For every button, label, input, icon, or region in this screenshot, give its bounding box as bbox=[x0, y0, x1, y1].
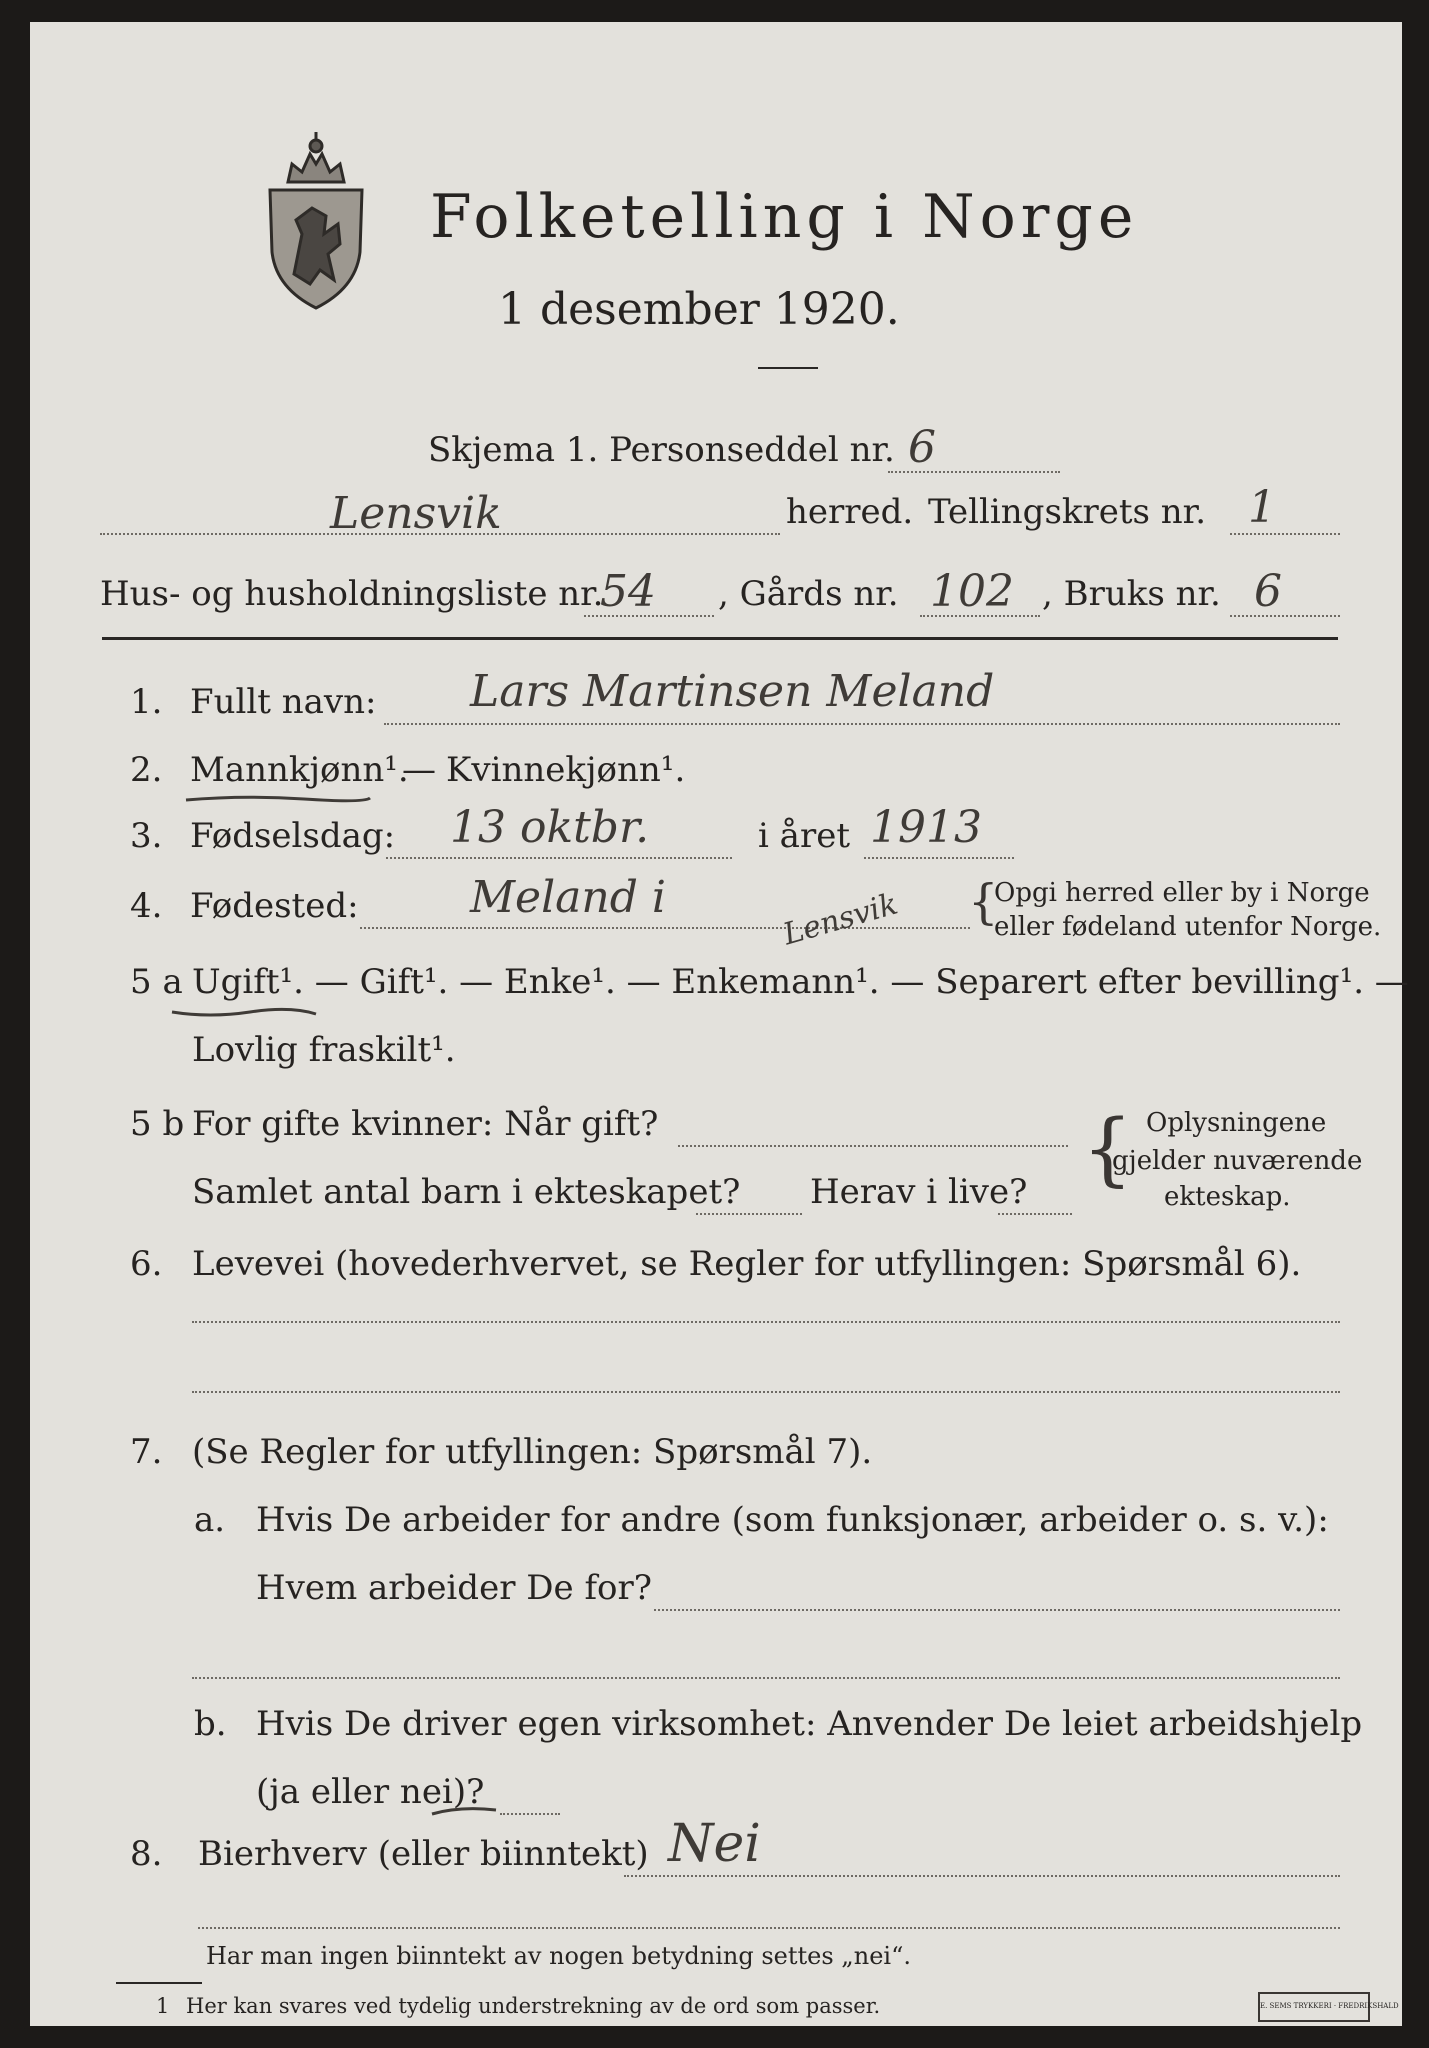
skjema-label: Skjema 1. Personseddel nr. bbox=[428, 430, 895, 470]
children-alive-field-line bbox=[998, 1213, 1072, 1215]
year-label: i året bbox=[758, 816, 850, 856]
footnote-rule bbox=[116, 1982, 202, 1984]
q4-note-line2: eller fødeland utenfor Norge. bbox=[994, 912, 1382, 942]
q5b-number: 5 b bbox=[130, 1104, 185, 1144]
q4-brace: { bbox=[968, 874, 999, 930]
q4-label: Fødested: bbox=[190, 886, 359, 926]
gards-label: , Gårds nr. bbox=[718, 574, 899, 614]
bruks-field-line bbox=[1230, 615, 1340, 617]
q4-note-line1: Opgi herred eller by i Norge bbox=[994, 878, 1370, 908]
occupation-field-line-1[interactable] bbox=[192, 1321, 1340, 1323]
full-name-value[interactable]: Lars Martinsen Meland bbox=[470, 666, 995, 717]
birthplace-value-insert[interactable]: Lensvik bbox=[779, 886, 902, 953]
side-income-field-line[interactable] bbox=[624, 1875, 1340, 1877]
q7-number: 7. bbox=[130, 1432, 163, 1472]
header-rule bbox=[102, 637, 1338, 640]
employer-field-line-2[interactable] bbox=[192, 1677, 1340, 1679]
marital-status-options[interactable]: Ugift¹. — Gift¹. — Enke¹. — Enkemann¹. — Separert efter bevilling¹. — bbox=[192, 962, 1409, 1002]
title-divider bbox=[758, 367, 818, 369]
q2-number: 2. bbox=[130, 750, 163, 790]
male-option[interactable]: Mannkjønn¹. bbox=[190, 750, 409, 790]
side-income-value[interactable]: Nei bbox=[668, 1814, 761, 1874]
printer-mark: E. SEMS TRYKKERI · FREDRIKSHALD bbox=[1258, 1992, 1370, 2022]
bruks-value[interactable]: 6 bbox=[1254, 566, 1282, 617]
q5b-note-line2: gjelder nuværende bbox=[1112, 1146, 1363, 1176]
q7a-letter: a. bbox=[194, 1500, 226, 1540]
children-alive-label: Herav i live? bbox=[810, 1172, 1028, 1212]
birthday-value[interactable]: 13 oktbr. bbox=[450, 802, 650, 853]
q7-label: (Se Regler for utfyllingen: Spørsmål 7). bbox=[192, 1432, 873, 1472]
personseddel-value[interactable]: 6 bbox=[908, 422, 936, 473]
census-date: 1 desember 1920. bbox=[498, 284, 900, 335]
employer-field-line[interactable] bbox=[654, 1609, 1340, 1611]
children-count-label: Samlet antal barn i ekteskapet? bbox=[192, 1172, 741, 1212]
side-income-field-line-2[interactable] bbox=[198, 1927, 1340, 1929]
q5a-number: 5 a bbox=[130, 962, 183, 1002]
husholdningsliste-label: Hus- og husholdningsliste nr. bbox=[100, 574, 604, 614]
q7b-letter: b. bbox=[194, 1704, 227, 1744]
divorced-option[interactable]: Lovlig fraskilt¹. bbox=[192, 1030, 456, 1070]
q6-label: Levevei (hovederhvervet, se Regler for utfyllingen: Spørsmål 6). bbox=[192, 1244, 1302, 1284]
gards-value[interactable]: 102 bbox=[930, 566, 1014, 617]
tellingskrets-field-line bbox=[1230, 533, 1340, 535]
q8-number: 8. bbox=[130, 1834, 163, 1874]
occupation-field-line-2[interactable] bbox=[192, 1391, 1340, 1393]
q1-label: Fullt navn: bbox=[190, 682, 377, 722]
birthplace-value[interactable]: Meland i bbox=[470, 872, 666, 923]
footer-note: Har man ingen biinntekt av nogen betydning settes „nei“. bbox=[206, 1942, 911, 1970]
q7b-line1: Hvis De driver egen virksomhet: Anvender De leiet arbeidshjelp bbox=[256, 1704, 1363, 1744]
female-option[interactable]: Kvinnekjønn¹. bbox=[446, 750, 686, 790]
q7b-line2: (ja eller nei)? bbox=[256, 1772, 485, 1812]
q5b-brace: { bbox=[1082, 1102, 1133, 1195]
q1-number: 1. bbox=[130, 682, 163, 722]
q7a-line2: Hvem arbeider De for? bbox=[256, 1568, 652, 1608]
ugift-underline-mark bbox=[170, 1006, 320, 1020]
footnote-number: 1 bbox=[156, 1994, 170, 2018]
bruks-label: , Bruks nr. bbox=[1042, 574, 1221, 614]
q5b-note-line1: Oplysningene bbox=[1146, 1108, 1327, 1138]
tellingskrets-value[interactable]: 1 bbox=[1248, 482, 1276, 533]
q5b-note-line3: ekteskap. bbox=[1164, 1182, 1291, 1212]
tellingskrets-label: Tellingskrets nr. bbox=[928, 492, 1207, 532]
male-underline-mark bbox=[184, 792, 374, 806]
husholdningsliste-value[interactable]: 54 bbox=[600, 566, 656, 617]
q8-label: Bierhverv (eller biinntekt) bbox=[198, 1834, 649, 1874]
hired-help-field-line[interactable] bbox=[500, 1813, 560, 1815]
q3-label: Fødselsdag: bbox=[190, 816, 396, 856]
q6-number: 6. bbox=[130, 1244, 163, 1284]
married-when-field-line bbox=[678, 1145, 1068, 1147]
herred-value[interactable]: Lensvik bbox=[330, 488, 502, 539]
q4-number: 4. bbox=[130, 886, 163, 926]
form-title: Folketelling i Norge bbox=[430, 182, 1139, 252]
nei-underline-mark bbox=[430, 1804, 500, 1818]
birthday-field-line bbox=[386, 857, 732, 859]
birthplace-field-line bbox=[360, 927, 970, 929]
norway-coat-of-arms-icon bbox=[260, 124, 372, 314]
children-count-field-line bbox=[696, 1213, 802, 1215]
birth-year-value[interactable]: 1913 bbox=[870, 802, 982, 853]
q3-number: 3. bbox=[130, 816, 163, 856]
married-when-label: For gifte kvinner: Når gift? bbox=[192, 1104, 659, 1144]
birth-year-field-line bbox=[864, 857, 1014, 859]
census-form-page bbox=[30, 22, 1409, 2026]
herred-label: herred. bbox=[786, 492, 914, 532]
full-name-field-line bbox=[384, 723, 1340, 725]
footnote-text: Her kan svares ved tydelig understrekning av de ord som passer. bbox=[186, 1994, 881, 2018]
q2-separator: — bbox=[402, 750, 436, 790]
q7a-line1: Hvis De arbeider for andre (som funksjonær, arbeider o. s. v.): bbox=[256, 1500, 1329, 1540]
